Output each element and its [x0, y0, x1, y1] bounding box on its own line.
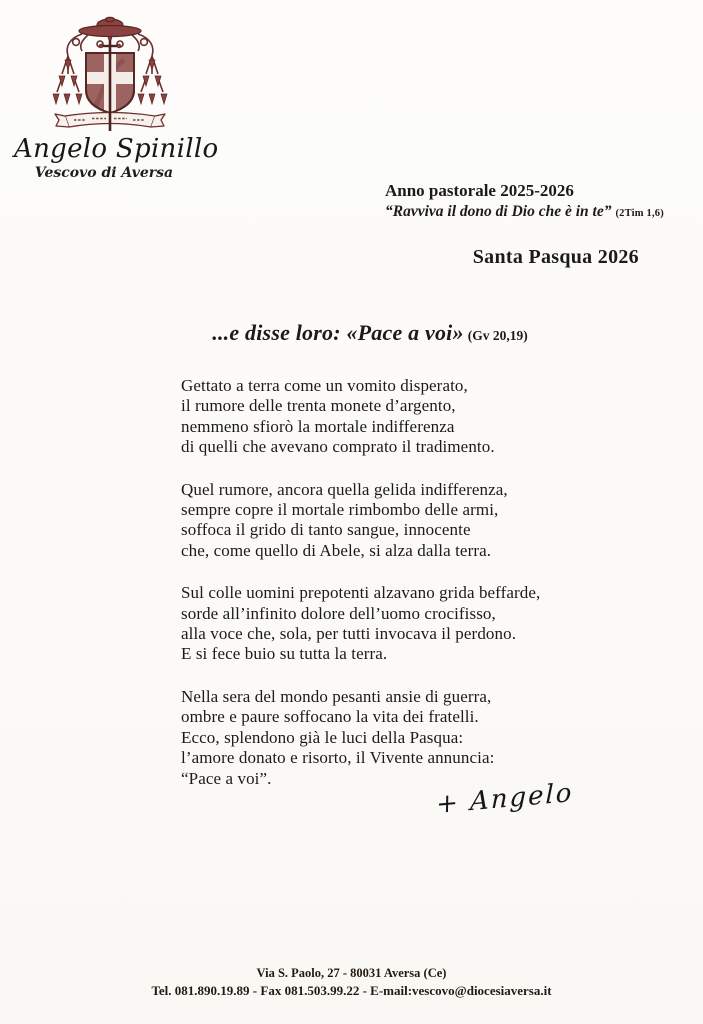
sender-name: Angelo Spinillo: [14, 134, 219, 164]
occasion-heading: Santa Pasqua 2026: [472, 246, 639, 268]
letterhead: [14, 134, 219, 181]
pastoral-motto-line: [385, 201, 685, 224]
footer-phone-fax-email: Tel. 081.890.19.89 - Fax 081.503.99.22 - E-mail:vescovo@diocesiaversa.it: [151, 983, 552, 998]
coat-of-arms-icon: [48, 16, 172, 134]
poem-line: Quel rumore, ancora quella gelida indifferenza,: [181, 479, 508, 499]
poem-stanza: [181, 583, 641, 665]
poem-line: Ecco, splendono già le luci della Pasqua:: [181, 727, 464, 747]
signature-handwritten: + Angelo: [435, 777, 574, 821]
sender-title: Vescovo di Aversa: [34, 165, 174, 181]
poem-line: ombre e paure soffocano la vita dei fratelli.: [181, 707, 479, 727]
pastoral-year-heading: Anno pastorale 2025-2026: [385, 181, 574, 200]
poem-line: di quelli che avevano comprato il tradimento.: [181, 437, 495, 457]
poem-line: il rumore delle trenta monete d’argento,: [181, 396, 456, 416]
poem-line: sempre copre il mortale rimbombo delle armi,: [181, 500, 499, 520]
poem-line: nemmeno sfiorò la mortale indifferenza: [181, 416, 455, 436]
poem-line: “Pace a voi”.: [181, 768, 272, 788]
poem-line: Sul colle uomini prepotenti alzavano grida beffarde,: [181, 583, 541, 603]
letter-title-text: ...e disse loro: «Pace a voi»: [212, 320, 464, 345]
poem-line: Gettato a terra come un vomito disperato,: [181, 376, 468, 395]
pastoral-motto-reference: (2Tim 1,6): [615, 208, 664, 219]
poem-stanza: [181, 687, 641, 789]
letter-title: [0, 320, 703, 346]
poem-line: E si fece buio su tutta la terra.: [181, 644, 388, 664]
poem-stanza: [181, 480, 641, 562]
pastoral-year-block: [385, 180, 685, 224]
poem-line: Nella sera del mondo pesanti ansie di guerra,: [181, 686, 492, 706]
poem-line: soffoca il grido di tanto sangue, innocente: [181, 520, 471, 540]
poem-stanza: [181, 376, 641, 458]
pastoral-motto: “Ravviva il dono di Dio che è in te”: [385, 203, 612, 220]
poem-line: l’amore donato e risorto, il Vivente annuncia:: [181, 748, 495, 768]
poem-line: alla voce che, sola, per tutti invocava il perdono.: [181, 624, 517, 644]
episcopal-coat-of-arms: [48, 16, 172, 134]
poem-line: sorde all’infinito dolore dell’uomo crocifisso,: [181, 603, 496, 623]
poem-body: [181, 376, 641, 811]
poem-line: che, come quello di Abele, si alza dalla terra.: [181, 540, 492, 560]
galero-hat-icon: [79, 17, 141, 36]
footer-contact: [0, 964, 703, 1000]
footer-address: Via S. Paolo, 27 - 80031 Aversa (Ce): [256, 966, 447, 980]
letter-title-reference: (Gv 20,19): [467, 328, 528, 343]
